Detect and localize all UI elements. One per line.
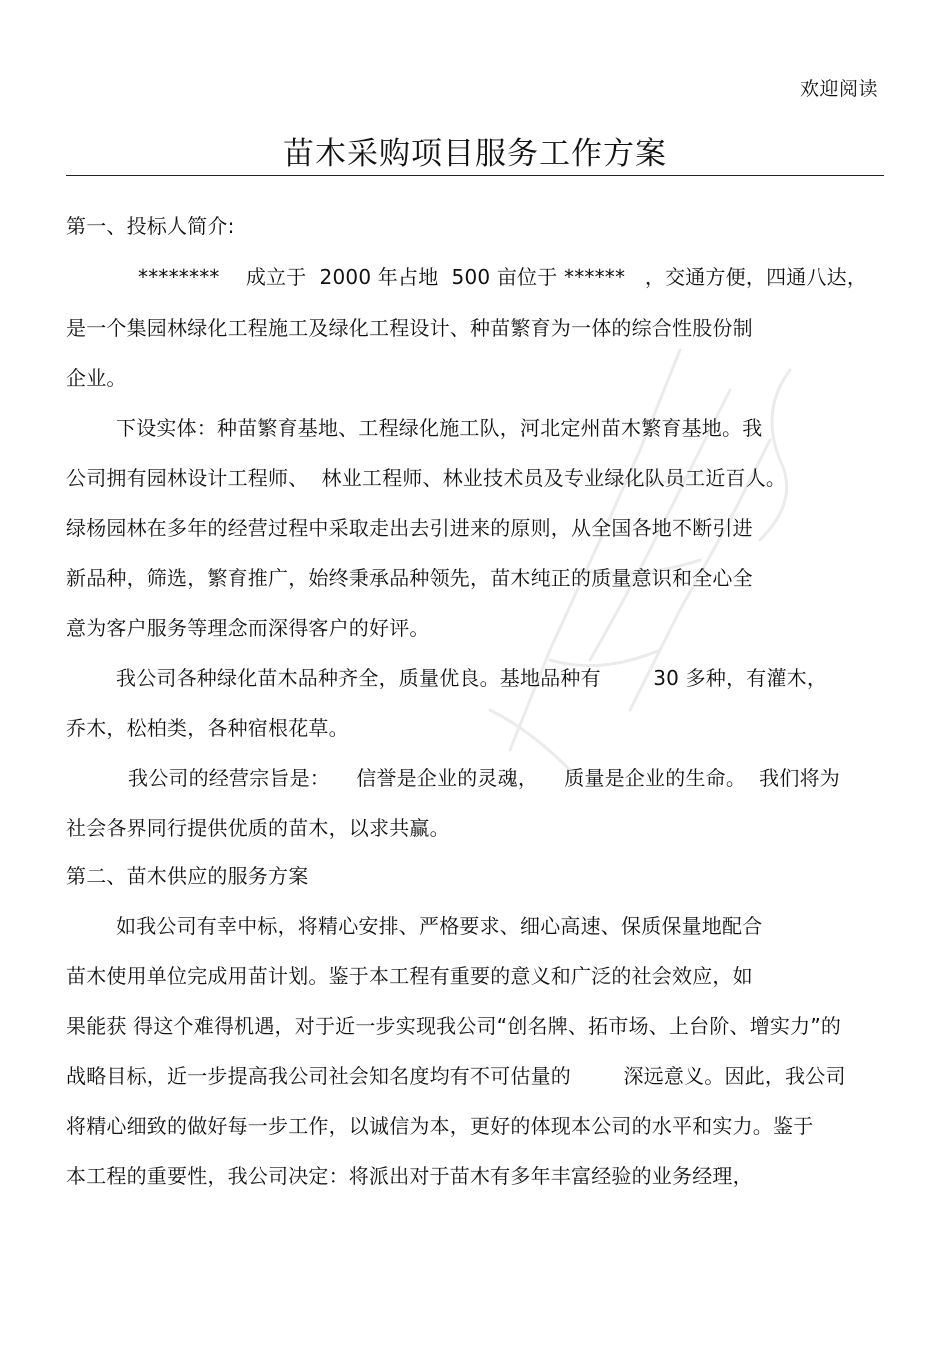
paragraph-line: 是一个集园林绿化工程施工及绿化工程设计、种苗繁育为一体的综合性股份制	[66, 316, 753, 340]
paragraph-line: 如我公司有幸中标，将精心安排、严格要求、细心高速、保质保量地配合	[116, 914, 763, 938]
paragraph-line: 果能获 得这个难得机遇，对于近一步实现我公司“创名牌、拓市场、上台阶、增实力”的	[66, 1014, 842, 1038]
paragraph-line: 绿杨园林在多年的经营过程中采取走出去引进来的原则，从全国各地不断引进	[66, 516, 753, 540]
paragraph-line: 我公司的经营宗旨是： 信誉是企业的灵魂， 质量是企业的生命。 我们将为	[128, 766, 840, 790]
paragraph-line: 下设实体：种苗繁育基地、工程绿化施工队，河北定州苗木繁育基地。我	[116, 416, 763, 440]
paragraph-line: 公司拥有园林设计工程师、 林业工程师、林业技术员及专业绿化队员工近百人。	[66, 466, 787, 490]
section-heading-2: 第二、苗木供应的服务方案	[66, 864, 309, 888]
paragraph-line: 战略目标，近一步提高我公司社会知名度均有不可估量的 深远意义。因此，我公司	[66, 1064, 846, 1088]
paragraph-line: 意为客户服务等理念而深得客户的好评。	[66, 616, 430, 640]
paragraph-line: 社会各界同行提供优质的苗木，以求共赢。	[66, 816, 450, 840]
paragraph-line: 我公司各种绿化苗木品种齐全，质量优良。基地品种有 30 多种，有灌木，	[116, 666, 828, 690]
section-heading-1: 第一、投标人简介:	[66, 214, 235, 238]
paragraph-line: 乔木，松柏类，各种宿根花草。	[66, 716, 349, 740]
header-note: 欢迎阅读	[799, 78, 878, 100]
paragraph-line: 新品种，筛选，繁育推广，始终秉承品种领先，苗木纯正的质量意识和全心全	[66, 566, 753, 590]
paragraph-line: 企业。	[66, 366, 127, 390]
paragraph-line: 将精心细致的做好每一步工作，以诚信为本，更好的体现本公司的水平和实力。鉴于	[66, 1114, 814, 1138]
paragraph-line: 苗木使用单位完成用苗计划。鉴于本工程有重要的意义和广泛的社会效应，如	[66, 964, 753, 988]
document-title: 苗木采购项目服务工作方案	[283, 136, 667, 172]
paragraph-line: 本工程的重要性，我公司决定：将派出对于苗木有多年丰富经验的业务经理，	[66, 1164, 753, 1188]
paragraph-line: ******** 成立于 2000 年占地 500 亩位于 ****** ，交通方便，四通八达，	[138, 265, 868, 289]
title-divider	[66, 175, 884, 176]
